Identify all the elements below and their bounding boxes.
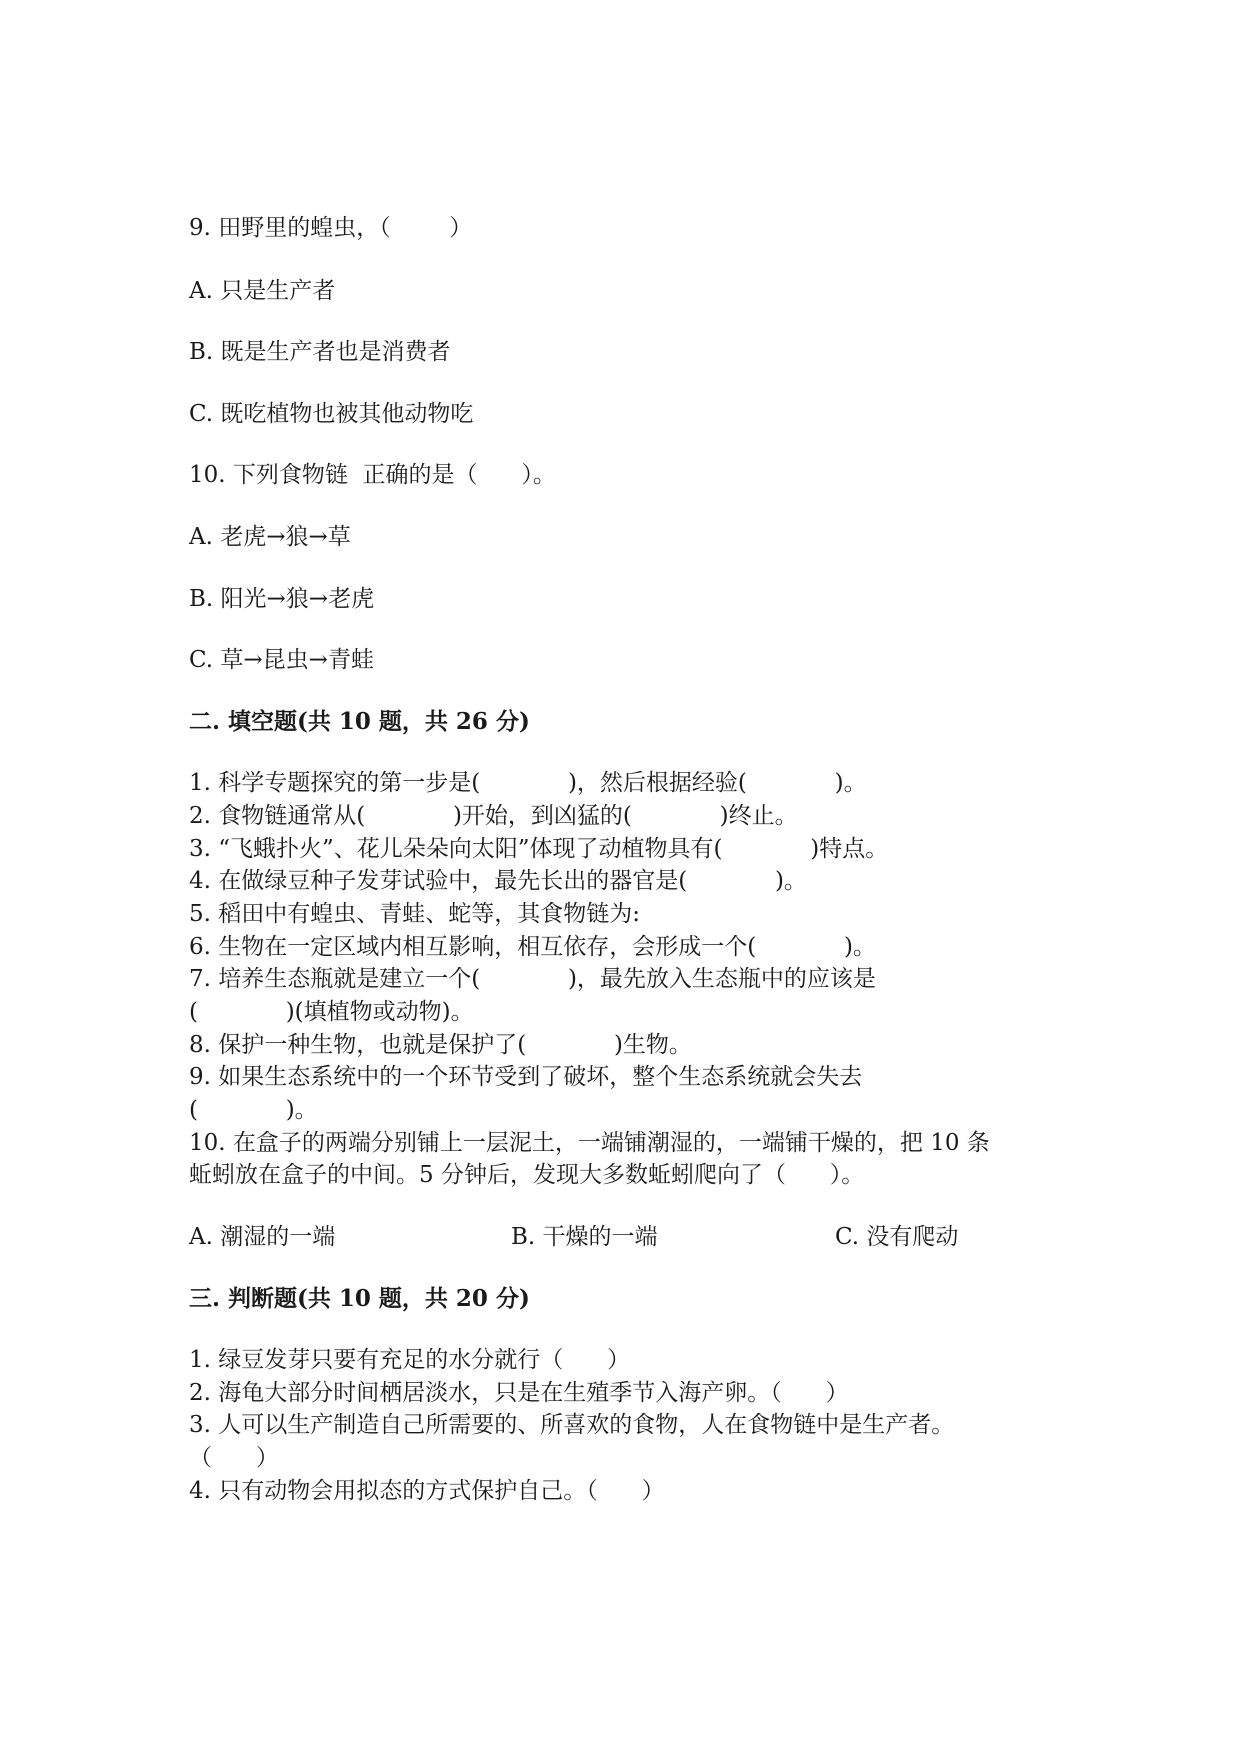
question-10-option-a: A. 老虎→狼→草 [189, 524, 351, 550]
true-false-line: 3. 人可以生产制造自己所需要的、所喜欢的食物，人在食物链中是生产者。 [189, 1412, 955, 1438]
fill-blank-line: 9. 如果生态系统中的一个环节受到了破坏，整个生态系统就会失去 [189, 1064, 863, 1090]
fill-blank-line: ( )。 [189, 1097, 318, 1123]
fill-blank-q10-option-a: A. 潮湿的一端 [189, 1224, 336, 1250]
true-false-line: 1. 绿豆发芽只要有充足的水分就行（ ） [189, 1347, 631, 1373]
fill-blank-line: 2. 食物链通常从( )开始，到凶猛的( )终止。 [189, 803, 798, 829]
fill-blank-line: 1. 科学专题探究的第一步是( )，然后根据经验( )。 [189, 770, 867, 796]
true-false-line: 4. 只有动物会用拟态的方式保护自己。（ ） [189, 1478, 665, 1504]
fill-blank-line: 蚯蚓放在盒子的中间。5 分钟后，发现大多数蚯蚓爬向了（ ）。 [189, 1162, 865, 1188]
fill-blank-line: ( )(填植物或动物)。 [189, 999, 474, 1025]
section-heading-true-false: 三. 判断题(共 10 题，共 20 分) [189, 1285, 530, 1312]
question-9-option-a: A. 只是生产者 [189, 278, 336, 304]
true-false-line: 2. 海龟大部分时间栖居淡水，只是在生殖季节入海产卵。（ ） [189, 1380, 849, 1406]
question-10-stem: 10. 下列食物链 正确的是（ ）。 [189, 462, 556, 488]
fill-blank-q10-options [189, 1222, 1089, 1252]
section-heading-fill-blank: 二. 填空题(共 10 题，共 26 分) [189, 708, 530, 735]
fill-blank-line: 4. 在做绿豆种子发芽试验中，最先长出的器官是( )。 [189, 868, 807, 894]
question-10-option-c: C. 草→昆虫→青蛙 [189, 647, 374, 673]
fill-blank-line: 5. 稻田中有蝗虫、青蛙、蛇等，其食物链为: [189, 901, 641, 927]
question-9-option-b: B. 既是生产者也是消费者 [189, 339, 451, 365]
fill-blank-q10-option-c: C. 没有爬动 [835, 1224, 959, 1250]
fill-blank-q10-option-b: B. 干燥的一端 [511, 1224, 658, 1250]
fill-blank-line: 6. 生物在一定区域内相互影响，相互依存，会形成一个( )。 [189, 934, 876, 960]
fill-blank-line: 3. “飞蛾扑火”、花儿朵朵向太阳”体现了动植物具有( )特点。 [189, 836, 889, 862]
question-10-option-b: B. 阳光→狼→老虎 [189, 586, 375, 612]
fill-blank-line: 7. 培养生态瓶就是建立一个( )，最先放入生态瓶中的应该是 [189, 966, 876, 992]
fill-blank-line: 8. 保护一种生物，也就是保护了( )生物。 [189, 1032, 692, 1058]
fill-blank-line: 10. 在盒子的两端分别铺上一层泥土，一端铺潮湿的，一端铺干燥的，把 10 条 [189, 1130, 990, 1156]
question-9-option-c: C. 既吃植物也被其他动物吃 [189, 401, 474, 427]
question-9-stem: 9. 田野里的蝗虫，（ ） [189, 215, 473, 241]
true-false-line: （ ） [189, 1445, 279, 1471]
